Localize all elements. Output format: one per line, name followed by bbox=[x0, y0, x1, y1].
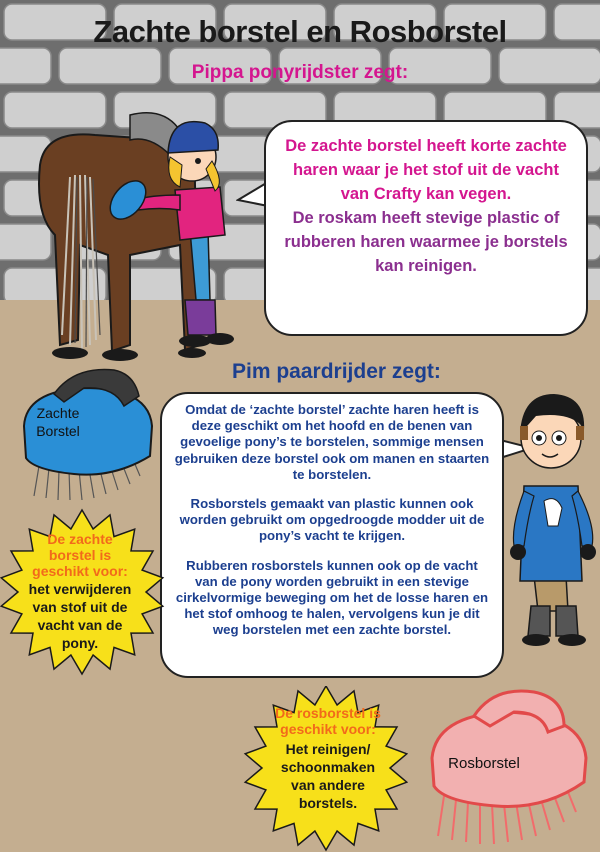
soft-brush-starburst bbox=[0, 508, 168, 676]
curry-starburst-body-1: Het reinigen/ bbox=[285, 741, 371, 757]
soft-brush-starburst-body-1: het verwijderen bbox=[28, 581, 132, 597]
curry-brush-label: Rosborstel bbox=[448, 755, 520, 772]
pim-rider-illustration bbox=[506, 386, 600, 656]
curry-starburst-body-3: van andere bbox=[291, 777, 365, 793]
curry-starburst-heading-1: De rosborstel is bbox=[275, 705, 381, 721]
soft-brush-icon bbox=[14, 366, 160, 506]
pippa-speech-bubble bbox=[264, 120, 588, 336]
pippa-bubble-soft-brush-text: De zachte borstel heeft korte zachte haren waar je het stof uit de vacht van Crafty kan vegen. bbox=[285, 137, 567, 203]
curry-brush-icon bbox=[424, 686, 594, 850]
pim-paragraph-rubber-curry: Rubberen rosborstels kunnen ook op de vacht van de pony worden gebruikt in een stevige cirkelvormige beweging om het de losse haren en het stof omhoog te halen, vervolgens kun je dit weg borstelen met een zachte borstel. bbox=[175, 557, 489, 638]
soft-brush-starburst-heading-1: De zachte bbox=[47, 531, 113, 547]
pim-paragraph-plastic-curry: Rosborstels gemaakt van plastic kunnen ook worden gebruikt om opgedroogde modder uit de pony’s vacht te krijgen. bbox=[179, 496, 485, 544]
curry-starburst-heading-2: geschikt voor: bbox=[280, 721, 376, 737]
pim-heading: Pim paardrijder zegt: bbox=[232, 360, 441, 383]
pim-speech-bubble bbox=[160, 392, 504, 678]
soft-brush-starburst-body-4: pony. bbox=[61, 635, 99, 651]
soft-brush-label-line2: Borstel bbox=[36, 423, 80, 439]
soft-brush-starburst-heading-2: borstel is bbox=[48, 547, 112, 563]
pippa-bubble-curry-text: De roskam heeft stevige plastic of rubberen haren waarmee je borstels kan reinigen. bbox=[284, 209, 568, 275]
soft-brush-label-line1: Zachte bbox=[36, 405, 80, 421]
pim-paragraph-soft-brush: Omdat de ‘zachte borstel’ zachte haren heeft is deze geschikt om het hoofd en de benen van gevoelige pony’s te borstelen, sommige mensen gebruiken deze borstel ook om manen en staarten te borstelen. bbox=[174, 402, 490, 482]
soft-brush-starburst-body-2: van stof uit de bbox=[32, 599, 128, 615]
soft-brush-starburst-body-3: vacht van de bbox=[37, 617, 123, 633]
curry-starburst-body-4: borstels. bbox=[298, 795, 358, 811]
pippa-heading: Pippa ponyrijdster zegt: bbox=[191, 62, 409, 83]
page-title: Zachte borstel en Rosborstel bbox=[93, 14, 507, 49]
curry-starburst-body-2: schoonmaken bbox=[280, 759, 376, 775]
pony-and-pippa-illustration bbox=[20, 95, 260, 365]
soft-brush-starburst-heading-3: geschikt voor: bbox=[32, 563, 128, 579]
curry-brush-starburst bbox=[238, 686, 408, 852]
